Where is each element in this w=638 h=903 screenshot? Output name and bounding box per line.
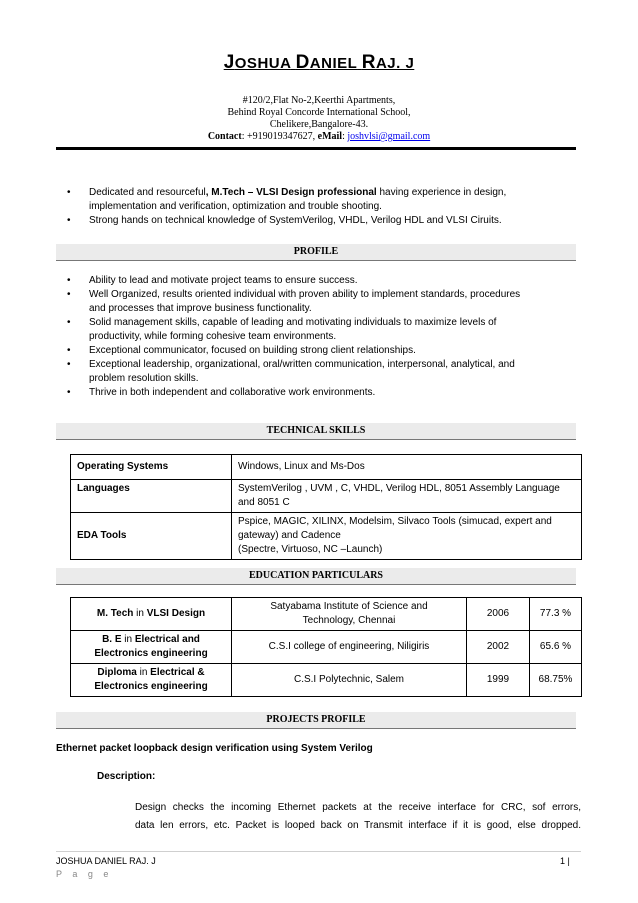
profile-text: Ability to lead and motivate project teams to ensure success. [89,275,358,286]
degree-cell [71,598,232,631]
table-row [71,480,582,513]
percentage-cell: 65.6 % [530,631,582,664]
skill-value-line: SystemVerilog , UVM , C, VHDL, Verilog HDL, 8051 Assembly Language [238,483,560,494]
skill-value-line: Pspice, MAGIC, XILINX, Modelsim, Silvaco Tools (simucad, expert and [238,516,552,527]
name-rest-1: OSHUA [234,55,291,72]
bullet-icon: • [67,345,71,356]
summary-text-line2: implementation and verification, optimization and trouble shooting. [89,201,382,212]
email-link[interactable]: joshvlsi@gmail.com [347,131,431,142]
institute-cell: C.S.I Polytechnic, Salem [232,664,467,697]
footer-name: JOSHUA DANIEL RAJ. J [56,856,156,866]
project-description-line-2: data len errors, etc. Packet is looped back on Transmit interface if it is good, else dropped. [135,820,581,831]
address-line-1: #120/2,Flat No-2,Keerthi Apartments, [242,95,396,106]
degree-cell [71,664,232,697]
address-line-3: Chelikere,Bangalore-43. [269,119,369,130]
degree-name: B. E [102,634,122,645]
name-rest-3: AJ. J [375,55,415,72]
table-row [71,664,582,697]
profile-item [56,344,581,358]
profile-text: Well Organized, results oriented individual with proven ability to implement standards, procedures [89,289,521,300]
profile-text-line2: productivity, while forming cohesive team environments. [89,331,337,342]
footer-divider [56,851,581,852]
profile-text-line2: and processes that improve business functionality. [89,303,312,314]
skill-value-line: (Spectre, Virtuoso, NC –Launch) [238,544,383,555]
institute-cell: C.S.I college of engineering, Niligiris [232,631,467,664]
degree-in: in [121,634,135,645]
bullet-icon: • [67,289,71,300]
degree-name: M. Tech [96,608,134,619]
bullet-icon: • [67,187,71,198]
contact-line [0,131,638,143]
skill-value-line: and 8051 C [238,497,290,508]
year-cell: 1999 [467,664,530,697]
degree-field: VLSI Design [146,608,206,619]
project-description-line-1: Design checks the incoming Ethernet packets at the receive interface for CRC, sof errors, [135,802,581,813]
summary-text: Dedicated and resourceful [89,187,206,198]
degree-name: Diploma [97,667,137,678]
degree-field: Electrical and [134,634,200,645]
profile-item [56,358,581,386]
percentage-cell: 68.75% [530,664,582,697]
profile-text: Exceptional communicator, focused on building strong client relationships. [89,345,416,356]
section-heading-projects: PROJECTS PROFILE [56,712,576,729]
table-row [71,455,582,480]
profile-text: Thrive in both independent and collaborative work environments. [89,387,376,398]
institute-cell [232,598,467,631]
candidate-name [0,52,638,74]
address-line-2: Behind Royal Concorde International School, [227,107,411,118]
skill-label: Languages [71,480,232,513]
profile-item [56,274,581,288]
bullet-icon: • [67,387,71,398]
name-initial-1: J [223,52,235,73]
bullet-icon: • [67,359,71,370]
summary-bold: , M.Tech – VLSI Design professional [205,187,377,198]
percentage-cell: 77.3 % [530,598,582,631]
education-table [70,597,582,697]
table-row [71,598,582,631]
skill-value: Windows, Linux and Ms-Dos [232,455,582,480]
profile-item [56,288,581,316]
skill-label: EDA Tools [71,513,232,560]
summary-list [56,186,581,228]
summary-item [56,214,581,228]
profile-text: Exceptional leadership, organizational, oral/written communication, interpersonal, analytical, and [89,359,515,370]
skill-value [232,513,582,560]
year-cell: 2002 [467,631,530,664]
skills-table [70,454,582,560]
bullet-icon: • [67,275,71,286]
table-row [71,513,582,560]
institute-line: Technology, Chennai [302,615,396,626]
header-divider [56,147,576,150]
section-heading-education: EDUCATION PARTICULARS [56,568,576,585]
name-initial-2: D [295,52,310,73]
name-initial-3: R [361,52,376,73]
project-title: Ethernet packet loopback design verification using System Verilog [56,743,373,754]
contact-phone: : +919019347627, [241,131,318,142]
summary-item [56,186,581,214]
profile-text: Solid management skills, capable of leading and motivating individuals to maximize levels of [89,317,497,328]
skill-label: Operating Systems [71,455,232,480]
summary-text-post: having experience in design, [376,187,507,198]
footer-page-number: 1 | [560,856,570,866]
table-row [71,631,582,664]
name-rest-2: ANIEL [309,55,358,72]
section-heading-skills: TECHNICAL SKILLS [56,423,576,440]
profile-text-line2: problem resolution skills. [89,373,199,384]
degree-field-line2: Electronics engineering [94,681,208,692]
bullet-icon: • [67,215,71,226]
profile-item [56,316,581,344]
institute-line: Satyabama Institute of Science and [270,601,428,612]
email-label: eMail [317,131,343,142]
skill-value [232,480,582,513]
degree-in: in [136,667,151,678]
footer-page-word: P a g e [56,869,113,879]
email-sep: : [342,131,348,142]
degree-field: Electrical & [150,667,205,678]
section-heading-profile: PROFILE [56,244,576,261]
skill-value-line: gateway) and Cadence [238,530,341,541]
profile-list [56,274,581,400]
degree-in: in [133,608,147,619]
contact-label: Contact [207,131,242,142]
profile-item [56,386,581,400]
degree-cell [71,631,232,664]
degree-field-line2: Electronics engineering [94,648,208,659]
bullet-icon: • [67,317,71,328]
year-cell: 2006 [467,598,530,631]
summary-text: Strong hands on technical knowledge of SystemVerilog, VHDL, Verilog HDL and VLSI Ciruits. [89,215,502,226]
project-description-label: Description: [97,771,156,782]
